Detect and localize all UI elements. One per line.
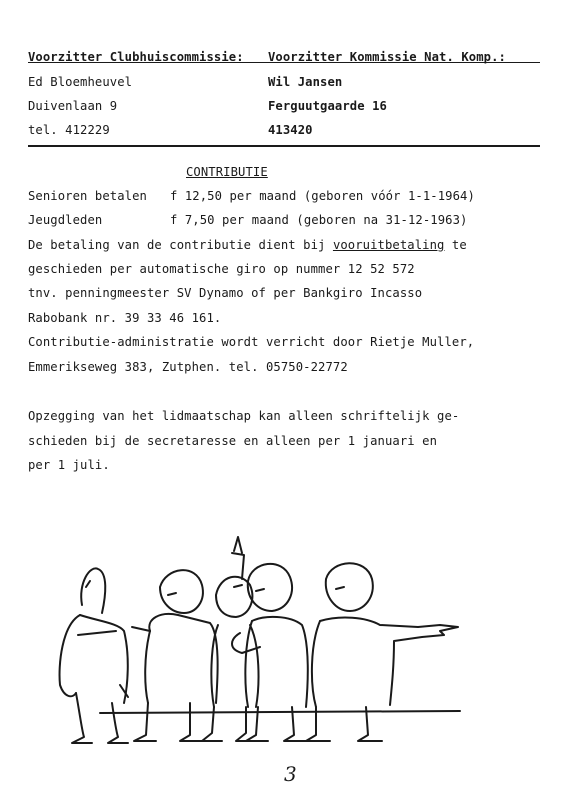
page-number: 3 bbox=[284, 762, 297, 786]
seniors-amount: f 12,50 per maand (geboren vóór 1-1-1964) bbox=[170, 189, 475, 203]
section-rule bbox=[28, 145, 540, 147]
admin-line-2: Emmerikseweg 383, Zutphen. tel. 05750-22772 bbox=[28, 360, 348, 374]
left-committee-heading: Voorzitter Clubhuiscommissie: bbox=[28, 50, 244, 64]
right-committee-name: Wil Jansen bbox=[268, 75, 343, 89]
admin-line-1: Contributie-administratie wordt verricht door Rietje Muller, bbox=[28, 335, 475, 349]
left-committee-phone: tel. 412229 bbox=[28, 123, 110, 137]
cancellation-line-1: Opzegging van het lidmaatschap kan alleen schriftelijk ge- bbox=[28, 409, 460, 423]
payment-line-4: Rabobank nr. 39 33 46 161. bbox=[28, 311, 222, 325]
payment-line-1 bbox=[28, 238, 467, 252]
right-committee-heading: Voorzitter Kommissie Nat. Komp.: bbox=[268, 50, 506, 64]
payment-line-3: tnv. penningmeester SV Dynamo of per Bankgiro Incasso bbox=[28, 286, 423, 300]
payment-emphasis: vooruitbetaling bbox=[332, 238, 445, 252]
youth-label: Jeugdleden bbox=[28, 213, 103, 227]
left-committee-name: Ed Bloemheuvel bbox=[28, 75, 133, 89]
payment-line-1-end: te bbox=[444, 238, 467, 252]
cancellation-line-3: per 1 juli. bbox=[28, 458, 110, 472]
youth-amount: f 7,50 per maand (geboren na 31-12-1963) bbox=[170, 213, 468, 227]
contributie-title: CONTRIBUTIE bbox=[186, 165, 268, 179]
right-committee-street: Ferguutgaarde 16 bbox=[268, 99, 387, 113]
seniors-label: Senioren betalen bbox=[28, 189, 147, 203]
people-pointing-illustration bbox=[20, 535, 490, 755]
payment-line-1-start: De betaling van de contributie dient bij bbox=[28, 238, 333, 252]
right-committee-phone: 413420 bbox=[268, 123, 313, 137]
cancellation-line-2: schieden bij de secretaresse en alleen per 1 januari en bbox=[28, 434, 438, 448]
left-committee-street: Duivenlaan 9 bbox=[28, 99, 118, 113]
payment-line-2: geschieden per automatische giro op nummer 12 52 572 bbox=[28, 262, 415, 276]
